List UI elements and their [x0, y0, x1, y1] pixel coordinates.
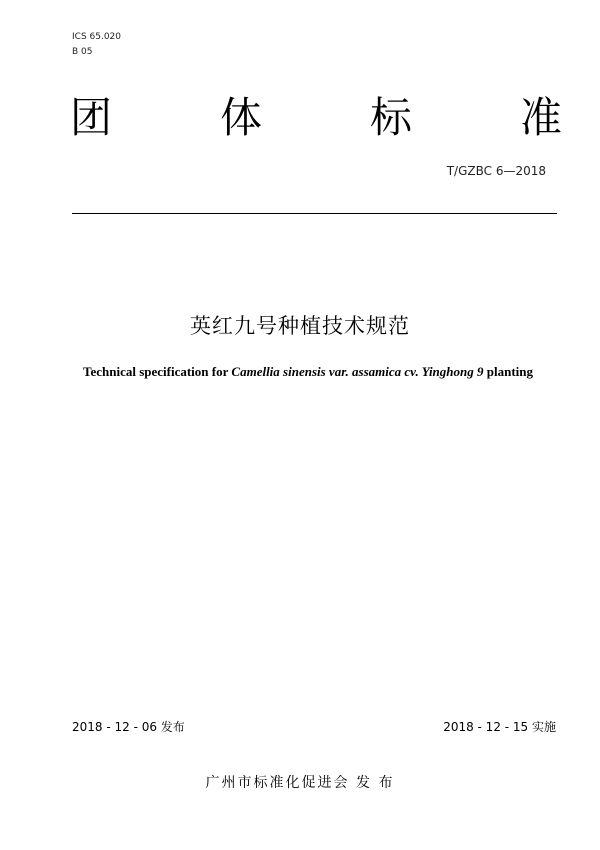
issuing-organization: 广州市标准化促进会 发 布: [205, 775, 395, 791]
issue-date: 2018 - 12 - 06 发布: [72, 720, 185, 734]
ccs-code: B 05: [72, 47, 93, 57]
header-divider: [72, 213, 557, 214]
classification-codes: [72, 30, 121, 60]
english-title: [70, 362, 546, 382]
standard-type-char: 团: [70, 93, 113, 142]
chinese-title: 英红九号种植技术规范: [190, 314, 410, 338]
standard-type-heading: [70, 92, 562, 144]
document-number: T/GZBC 6—2018: [446, 164, 546, 178]
english-title-prefix: Technical specification for: [82, 364, 232, 379]
ics-code: ICS 65.020: [72, 32, 122, 42]
standard-type-char: 标: [369, 93, 412, 142]
implementation-date: 2018 - 12 - 15 实施: [443, 720, 556, 734]
standard-type-char: 体: [219, 93, 262, 142]
english-title-species: Camellia sinensis var. assamica cv. Yinghong 9: [231, 364, 484, 379]
standard-type-char: 准: [519, 93, 562, 142]
english-title-suffix: planting: [483, 364, 533, 379]
